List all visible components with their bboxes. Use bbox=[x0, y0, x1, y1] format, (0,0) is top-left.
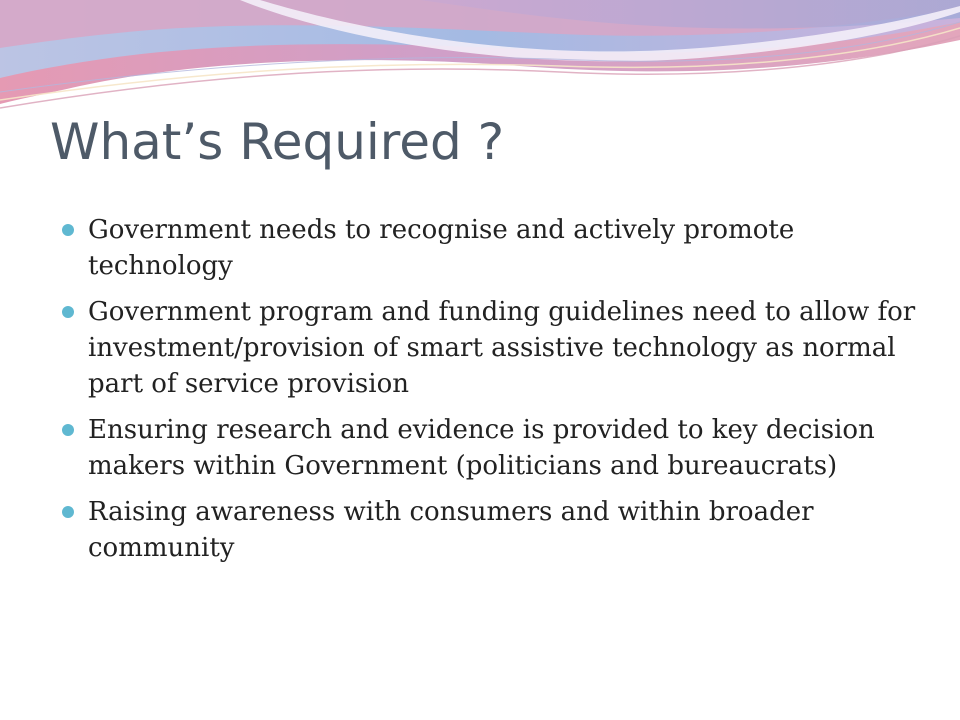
bullet-dot-icon bbox=[62, 306, 74, 318]
bullet-text: Raising awareness with consumers and within broader community bbox=[88, 497, 814, 563]
bullet-text: Government program and funding guidelines need to allow for investment/provision of smart assistive technology as normal part of service provision bbox=[88, 297, 916, 399]
list-item bbox=[60, 494, 920, 566]
list-item bbox=[60, 212, 920, 284]
list-item bbox=[60, 294, 920, 402]
bullet-text: Government needs to recognise and actively promote technology bbox=[88, 215, 795, 281]
bullet-list bbox=[60, 212, 920, 576]
list-item bbox=[60, 412, 920, 484]
bullet-dot-icon bbox=[62, 424, 74, 436]
slide-title: What’s Required ? bbox=[50, 113, 505, 171]
bullet-text: Ensuring research and evidence is provided to key decision makers within Government (politicians and bureaucrats) bbox=[88, 415, 875, 481]
bullet-dot-icon bbox=[62, 506, 74, 518]
bullet-dot-icon bbox=[62, 224, 74, 236]
decorative-wave-banner bbox=[0, 0, 960, 120]
